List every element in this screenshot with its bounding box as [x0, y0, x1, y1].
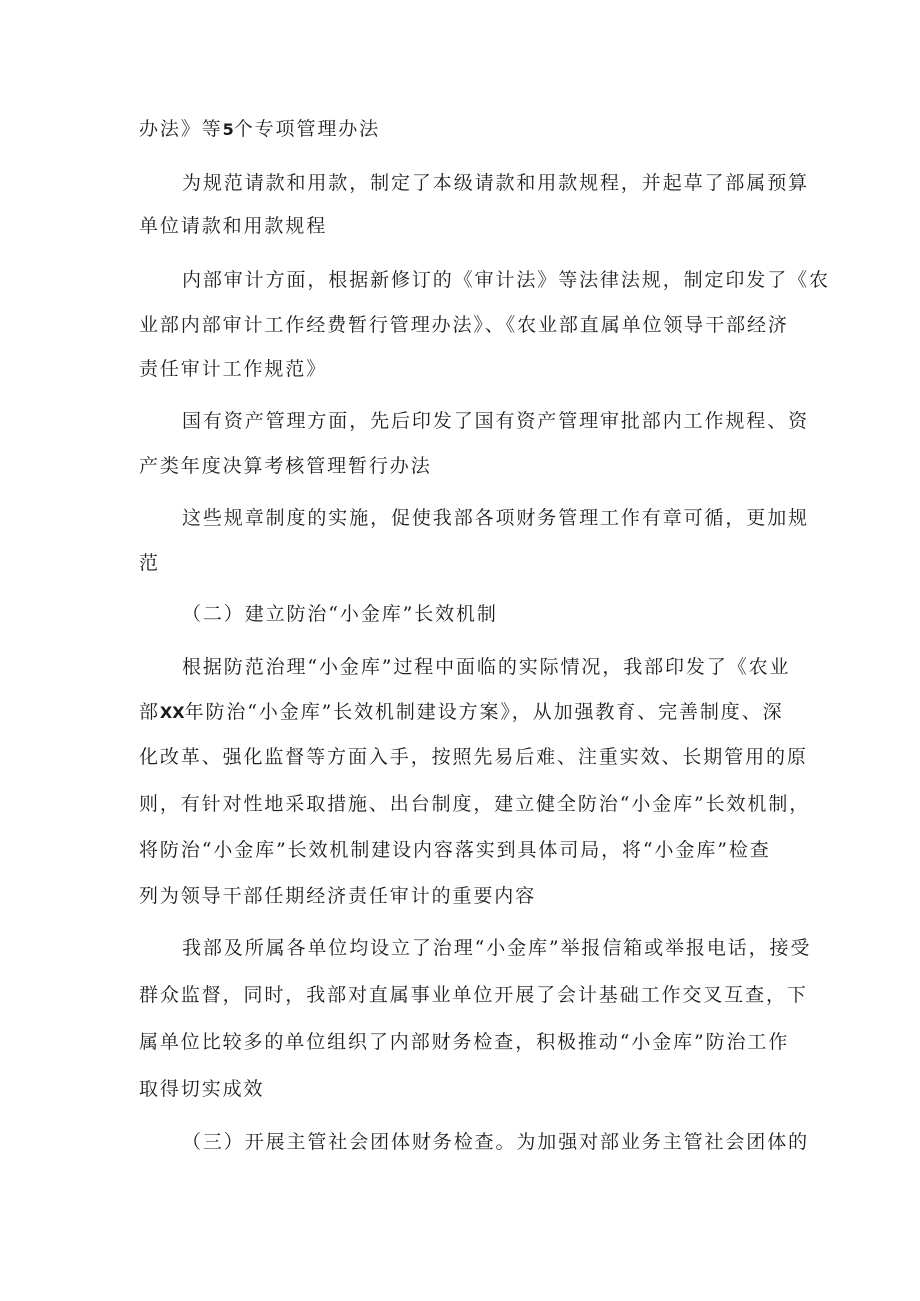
text-line: 这些规章制度的实施，促使我部各项财务管理工作有章可循，更加规: [182, 507, 810, 529]
text-line: 属单位比较多的单位组织了内部财务检查，积极推动“小金库”防治工作: [139, 1031, 790, 1053]
text-line: 将防治“小金库”长效机制建设内容落实到具体司局，将“小金库”检查: [139, 839, 771, 861]
text-line: 群众监督，同时，我部对直属事业单位开展了会计基础工作交叉互查，下: [139, 984, 808, 1006]
text-line: 则，有针对性地采取措施、出台制度，建立健全防治“小金库”长效机制，: [139, 793, 811, 815]
text-line: 国有资产管理方面，先后印发了国有资产管理审批部内工作规程、资: [182, 410, 810, 432]
text-line: 业部内部审计工作经费暂行管理办法》、《农业部直属单位领导干部经济: [139, 314, 789, 336]
section-heading: （三）开展主管社会团体财务检查。为加强对部业务主管社会团体的: [182, 1131, 810, 1153]
text-line: 根据防范治理“小金库”过程中面临的实际情况，我部印发了《农业: [182, 656, 791, 678]
text-line: 为规范请款和用款，制定了本级请款和用款规程，并起草了部属预算: [182, 172, 810, 194]
text-line: 单位请款和用款规程: [139, 215, 328, 237]
text-line: 产类年度决算考核管理暂行办法: [139, 455, 432, 477]
text-line: 我部及所属各单位均设立了治理“小金库”举报信箱或举报电话，接受: [182, 937, 812, 959]
text-line: 办法》等5个专项管理办法: [139, 118, 381, 140]
text-line: 责任审计工作规范》: [139, 358, 328, 380]
text-line: 部XX年防治“小金库”长效机制建设方案》，从加强教育、完善制度、深: [139, 701, 784, 723]
text-line: 范: [139, 552, 160, 574]
text-line: 内部审计方面，根据新修订的《审计法》等法律法规，制定印发了《农: [182, 269, 830, 291]
text-line: 列为领导干部任期经济责任审计的重要内容: [139, 885, 537, 907]
text-line: 取得切实成效: [139, 1078, 265, 1100]
section-heading: （二）建立防治“小金库”长效机制: [182, 603, 498, 625]
text-line: 化改革、强化监督等方面入手，按照先易后难、注重实效、长期管用的原: [139, 746, 808, 768]
